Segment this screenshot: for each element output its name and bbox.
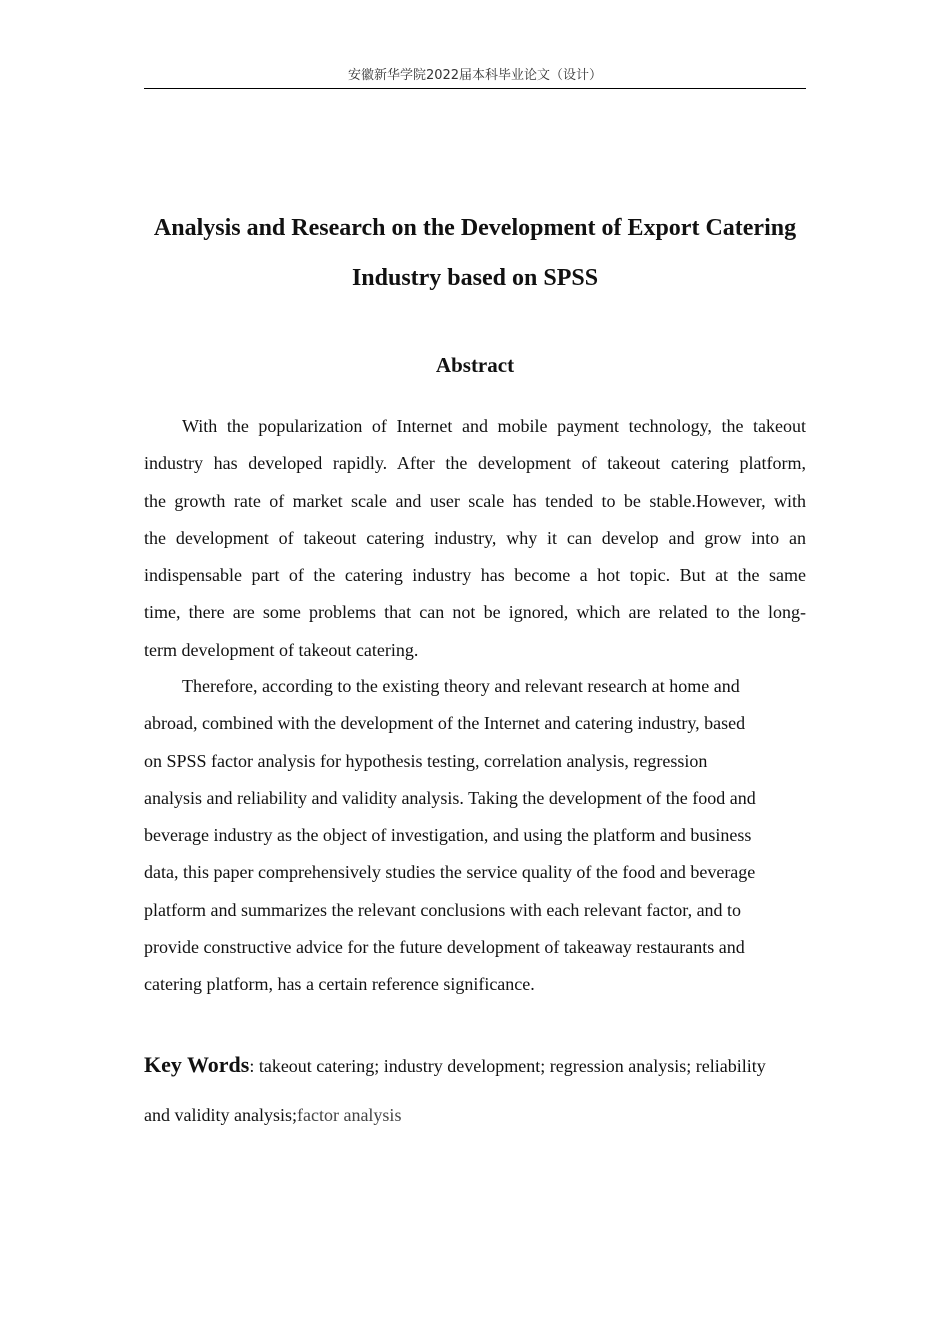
keywords-text-tail: factor analysis [296, 1105, 402, 1125]
paper-title [144, 203, 806, 303]
abstract-p1-line: indispensable part of the catering industry has become a hot topic. But at the same [144, 565, 806, 586]
keywords-text-1: : takeout catering; industry development; regression analysis; reliability [249, 1056, 766, 1076]
keywords-label: Key Words [144, 1052, 250, 1077]
title-line-1: Analysis and Research on the Development of Export Catering [153, 215, 797, 241]
abstract-p2-line: abroad, combined with the development of the Internet and catering industry, based [144, 713, 746, 734]
abstract-p1-line: industry has developed rapidly. After the development of takeout catering platform, [144, 453, 806, 474]
keywords-line-1 [144, 1040, 806, 1091]
title-line-2: Industry based on SPSS [351, 265, 599, 291]
abstract-p1-line: With the popularization of Internet and mobile payment technology, the takeout [182, 416, 806, 436]
abstract-paragraph-1 [144, 408, 806, 669]
abstract-p2-line: analysis and reliability and validity analysis. Taking the development of the food and [144, 787, 756, 808]
keywords-text-2: and validity analysis; [144, 1105, 297, 1125]
keywords-block [144, 1040, 806, 1140]
abstract-p2-line: beverage industry as the object of investigation, and using the platform and business [144, 825, 752, 846]
abstract-p1-line: the development of takeout catering industry, why it can develop and grow into an [144, 527, 806, 548]
abstract-p1-line: term development of takeout catering. [144, 639, 419, 660]
running-header: 安徽新华学院2022届本科毕业论文（设计） [144, 66, 806, 89]
abstract-p2-line: provide constructive advice for the future development of takeaway restaurants and [144, 937, 745, 958]
abstract-p2-line: catering platform, has a certain reference significance. [144, 974, 535, 995]
abstract-p2-line: data, this paper comprehensively studies the service quality of the food and beverage [144, 862, 756, 883]
keywords-line-2 [144, 1091, 806, 1140]
abstract-heading: Abstract [435, 353, 515, 377]
abstract-p2-line: Therefore, according to the existing theory and relevant research at home and [182, 676, 740, 696]
abstract-p2-line: platform and summarizes the relevant conclusions with each relevant factor, and to [144, 899, 742, 920]
abstract-paragraph-2 [144, 668, 806, 1004]
abstract-p2-line: on SPSS factor analysis for hypothesis testing, correlation analysis, regression [144, 750, 708, 771]
abstract-p1-line: the growth rate of market scale and user scale has tended to be stable.However, with [144, 490, 806, 511]
abstract-p1-line: time, there are some problems that can not be ignored, which are related to the long- [144, 602, 806, 623]
